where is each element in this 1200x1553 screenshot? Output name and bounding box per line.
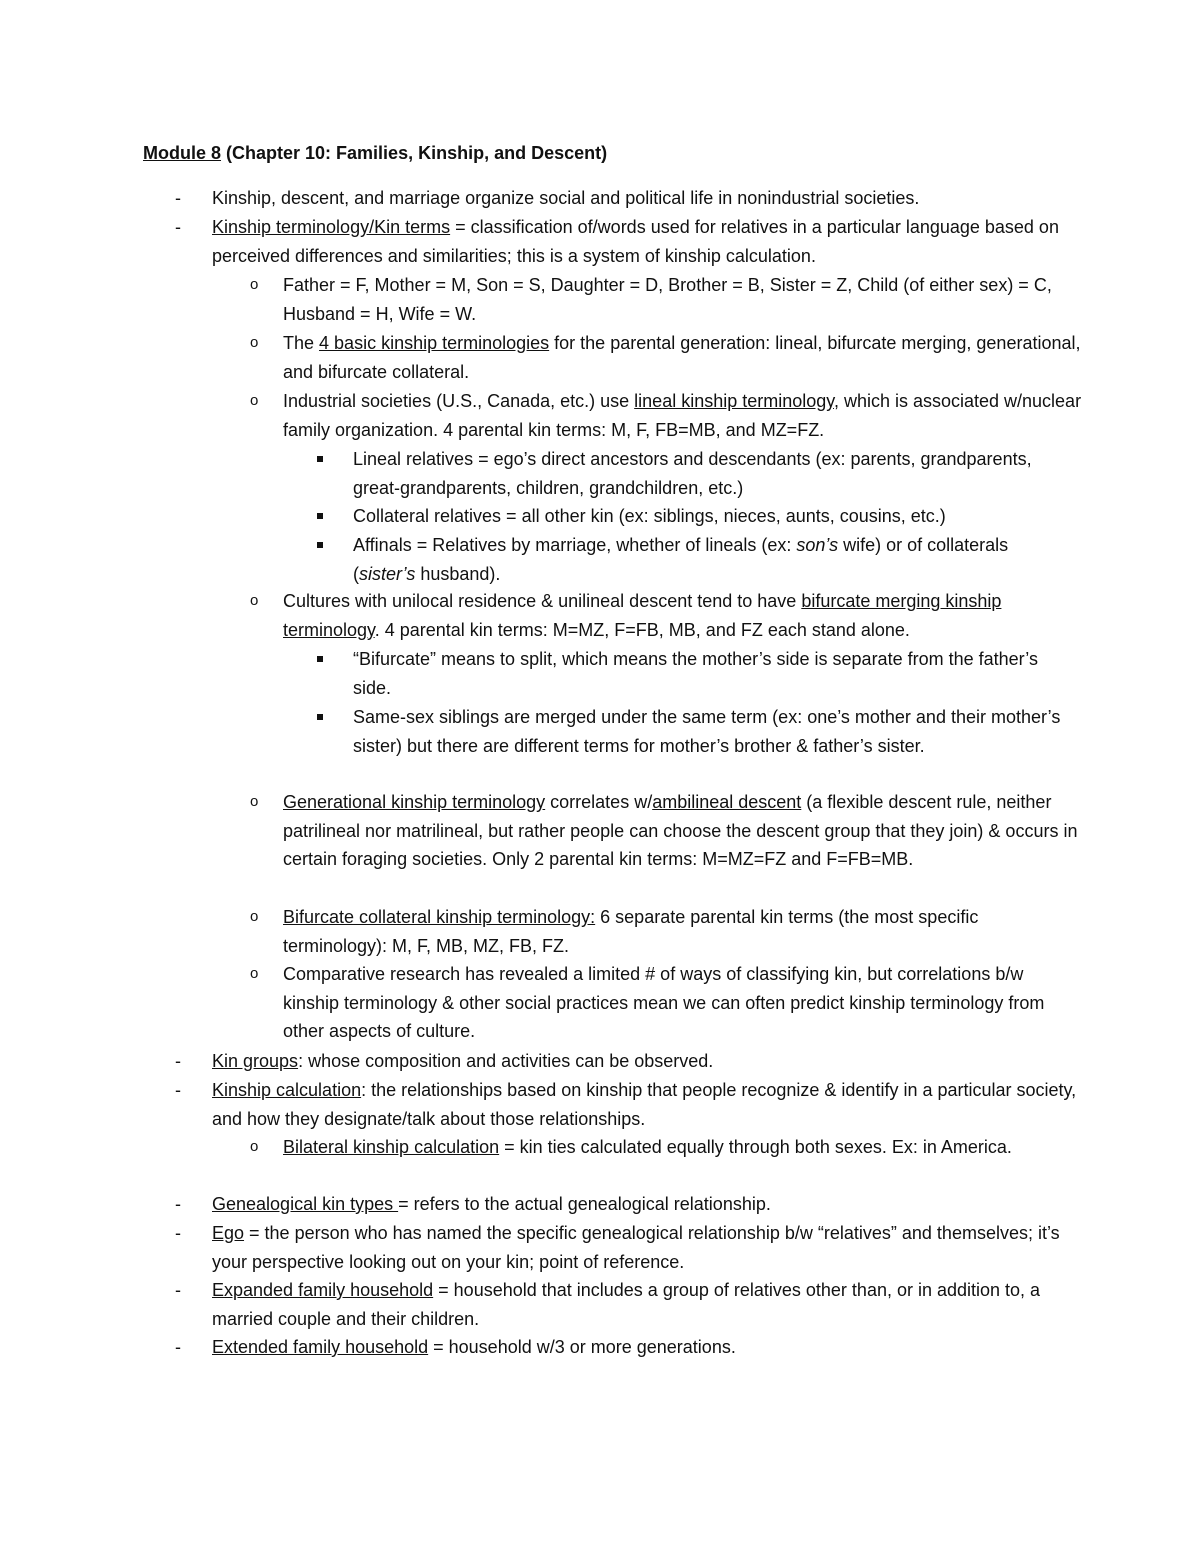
dash-bullet: - [175,217,181,237]
circle-bullet: o [250,334,259,351]
term: lineal kinship terminology [634,391,834,411]
dash-bullet: - [175,1080,181,1100]
dash-bullet: - [175,1051,181,1071]
term: Genealogical kin types [212,1194,399,1214]
term: Kin groups [212,1051,299,1071]
note-bilateral [283,1133,1083,1162]
circle-bullet: o [250,908,259,925]
note-abbreviations: Father = F, Mother = M, Son = S, Daughter = D, Brother = B, Sister = Z, Child (of either sex) = C, Husband = H, Wife = W. [283,275,1052,324]
note-expanded-household [212,1276,1092,1333]
dash-bullet: - [175,1194,181,1214]
square-bullet-icon [317,502,337,531]
text: correlates w/ [545,792,653,812]
text: wife) or of collaterals ( [353,535,1009,584]
note-kin-groups [212,1047,1092,1076]
text: = kin ties calculated equally through both sexes. Ex: in America. [499,1137,1012,1157]
text: = the person who has named the specific genealogical relationship b/w “relatives” and themselves; it’s your perspective looking out on your kin; point of reference. [212,1223,1060,1272]
chapter-label: (Chapter 10: Families, Kinship, and Descent) [221,143,608,163]
note-same-sex-siblings: Same-sex siblings are merged under the same term (ex: one’s mother and their mother’s sister) but there are different terms for mother’s brother & father’s sister. [353,707,1061,756]
term: Kinship calculation [212,1080,362,1100]
term: Ego [212,1223,245,1243]
text: = household that includes a group of relatives other than, or in addition to, a married couple and their children. [212,1280,1041,1329]
text: = refers to the actual genealogical relationship. [398,1194,771,1214]
circle-bullet: o [250,793,259,810]
note-affinals [353,531,1073,588]
circle-bullet: o [250,1138,259,1155]
text: Affinals = Relatives by marriage, whether of lineals (ex: [353,535,797,555]
note-ego [212,1219,1092,1276]
text: Cultures with unilocal residence & unilineal descent tend to have [283,591,802,611]
term: Kinship terminology/Kin terms [212,217,451,237]
note-kin-terms [212,213,1092,270]
note-industrial [283,387,1083,444]
circle-bullet: o [250,276,259,293]
term: Extended family household [212,1337,429,1357]
text: Industrial societies (U.S., Canada, etc.) use [283,391,635,411]
note-kinship-intro: Kinship, descent, and marriage organize social and political life in nonindustrial societies. [212,188,920,208]
term: Generational kinship terminology [283,792,546,812]
term: ambilineal descent [652,792,802,812]
term: bifurcate merging kinship terminology [283,591,1002,640]
circle-bullet: o [250,965,259,982]
text: , which is associated w/nuclear family organization. 4 parental kin terms: M, F, FB=MB, and MZ=FZ. [283,391,1082,440]
text: . 4 parental kin terms: M=MZ, F=FB, MB, and FZ each stand alone. [374,619,910,640]
note-lineal-relatives: Lineal relatives = ego’s direct ancestors and descendants (ex: parents, grandparents, great-grandparents, children, grandchildren, etc.) [353,449,1032,498]
dash-bullet: - [175,1280,181,1300]
note-comparative: Comparative research has revealed a limited # of ways of classifying kin, but correlations b/w kinship terminology & other social practices mean we can often predict kinship terminology from other aspects of culture. [283,964,1045,1042]
dash-bullet: - [175,1223,181,1243]
note-bifurcate-means: “Bifurcate” means to split, which means the mother’s side is separate from the father’s side. [353,649,1038,698]
square-bullet-icon [317,703,337,732]
note-collateral-relatives: Collateral relatives = all other kin (ex: siblings, nieces, aunts, cousins, etc.) [353,506,946,526]
text: = household w/3 or more generations. [428,1337,736,1357]
note-bifurcate-collateral [283,903,1083,960]
note-four-basic [283,329,1083,386]
dash-bullet: - [175,1337,181,1357]
definition: = classification of/words used for relatives in a particular language based on perceived differences and similarities; this is a system of kinship calculation. [212,217,1059,266]
text: (a flexible descent rule, neither patrilineal nor matrilineal, but rather people can choose the descent group that they join) & occurs in certain foraging societies. Only 2 parental kin terms: M=MZ=FZ and F=FB=MB. [283,792,1078,870]
dash-bullet: - [175,188,181,208]
note-bifurcate-merging [283,587,1083,644]
module-label: Module 8 [143,143,222,163]
term: 4 basic kinship terminologies [319,333,550,353]
text: : the relationships based on kinship that people recognize & identify in a particular society, and how they designate/talk about those relationships. [212,1080,1077,1129]
term: Bifurcate collateral kinship terminology: [283,907,596,927]
italic-text: son’s [796,535,839,555]
circle-bullet: o [250,592,259,609]
text: 6 separate parental kin terms (the most specific terminology): M, F, MB, MZ, FB, FZ. [283,907,979,956]
square-bullet-icon [317,445,337,474]
text: for the parental generation: lineal, bifurcate merging, generational, and bifurcate collateral. [283,333,1081,382]
page-title [143,143,607,164]
square-bullet-icon [317,531,337,560]
circle-bullet: o [250,392,259,409]
note-kinship-calculation [212,1076,1092,1133]
note-generational [283,788,1083,874]
note-genealogical [212,1190,1092,1219]
italic-text: sister’s [359,563,416,584]
text: husband). [415,563,501,584]
term: Bilateral kinship calculation [283,1137,500,1157]
term: Expanded family household [212,1280,434,1300]
note-extended-household [212,1333,1092,1362]
square-bullet-icon [317,645,337,674]
text: The [283,333,320,353]
text: : whose composition and activities can be observed. [298,1051,714,1071]
